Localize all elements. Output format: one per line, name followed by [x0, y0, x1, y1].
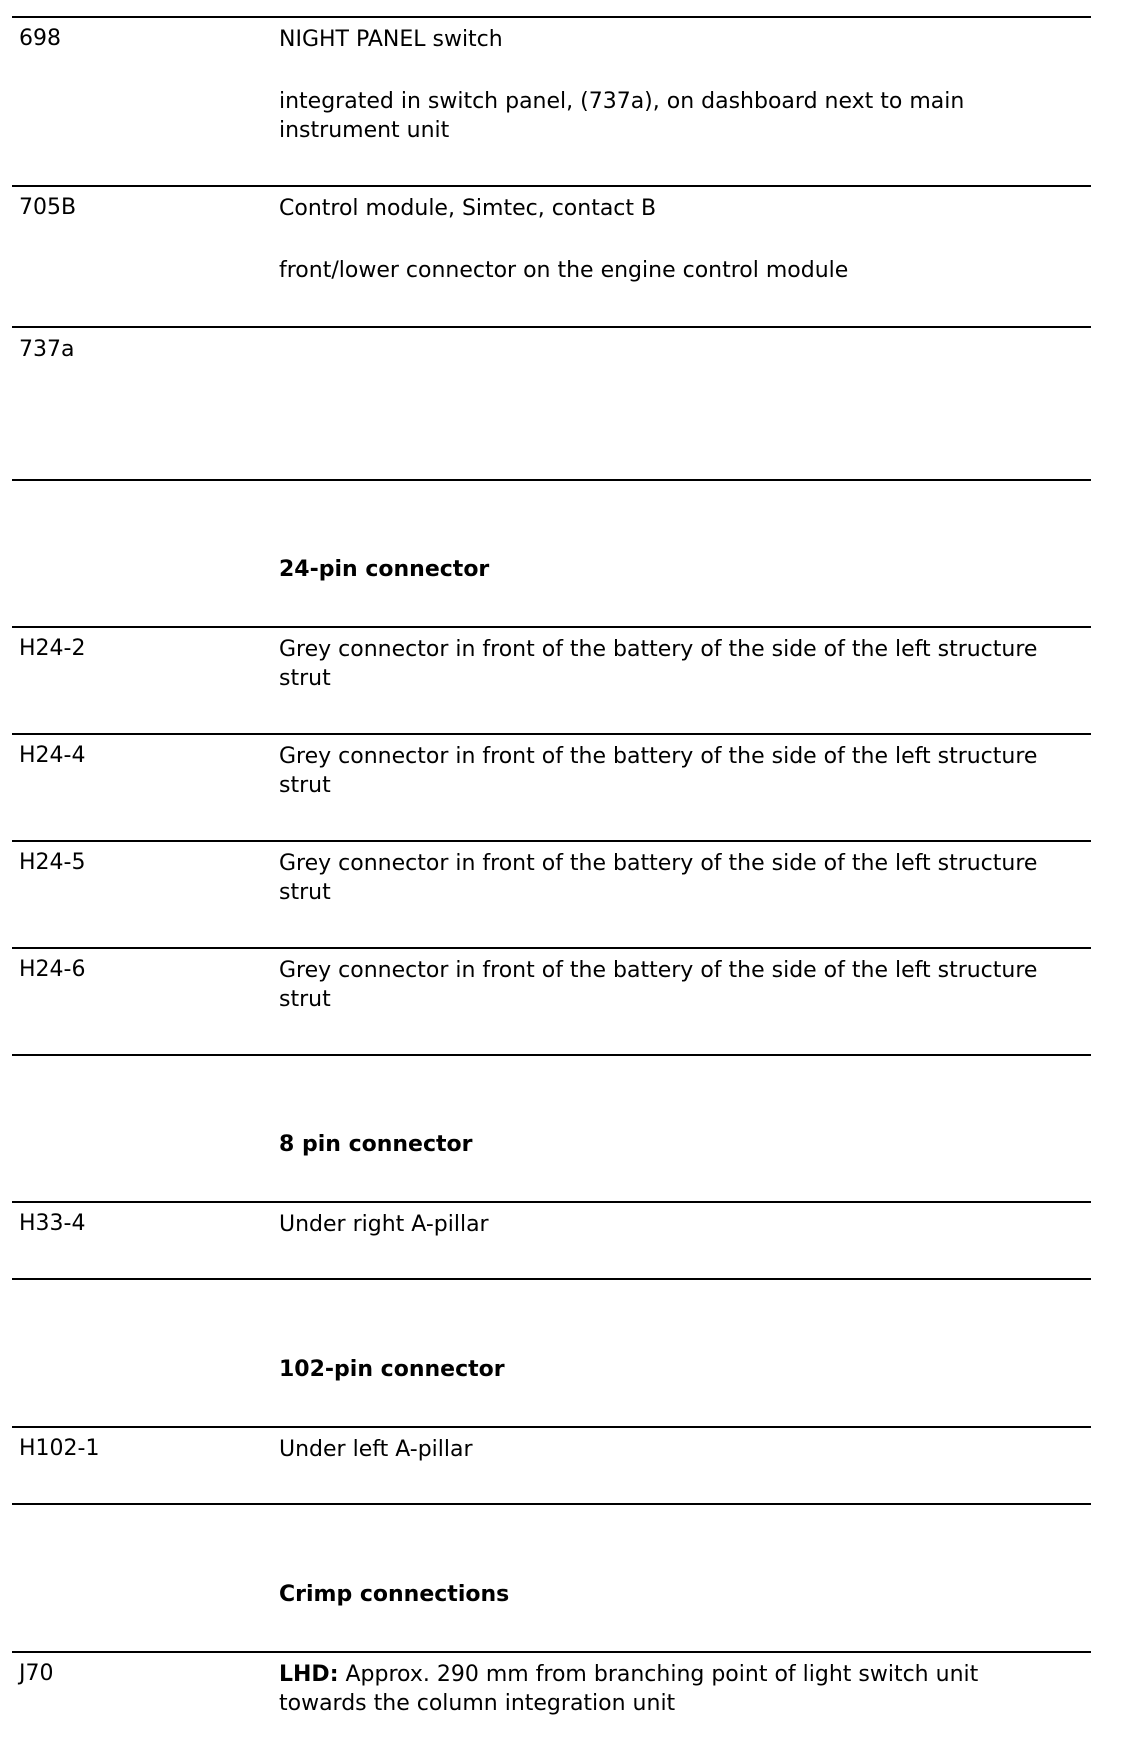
table-rule: [12, 185, 1091, 187]
table-rule: [12, 1651, 1091, 1653]
connector-code: H24-5: [19, 850, 86, 875]
table-rule: [12, 1278, 1091, 1280]
table-rule: [12, 1201, 1091, 1203]
section-heading: Crimp connections: [279, 1582, 510, 1607]
table-rule: [12, 733, 1091, 735]
connector-location: Grey connector in front of the battery of the side of the left structure strut: [279, 851, 1038, 905]
section-heading: 102-pin connector: [279, 1357, 505, 1382]
table-rule: [12, 1503, 1091, 1505]
connector-code: H102-1: [19, 1436, 100, 1461]
component-title: Control module, Simtec, contact B: [279, 196, 657, 221]
component-title: NIGHT PANEL switch: [279, 27, 503, 52]
table-rule: [12, 479, 1091, 481]
variant-label: LHD:: [279, 1662, 339, 1687]
crimp-code: J70: [19, 1661, 54, 1686]
connector-location: Under left A-pillar: [279, 1437, 473, 1462]
table-rule: [12, 1426, 1091, 1428]
connector-location: Grey connector in front of the battery of the side of the left structure strut: [279, 637, 1038, 691]
connector-location: Under right A-pillar: [279, 1212, 489, 1237]
component-code: 737a: [19, 337, 75, 362]
table-rule: [12, 1054, 1091, 1056]
section-heading: 24-pin connector: [279, 557, 490, 582]
crimp-location-text: Approx. 290 mm from branching point of light switch unit towards the column integration unit: [279, 1662, 979, 1716]
table-rule: [12, 326, 1091, 328]
table-rule: [12, 840, 1091, 842]
component-code: 705B: [19, 195, 77, 220]
connector-location: Grey connector in front of the battery of the side of the left structure strut: [279, 958, 1038, 1012]
table-rule: [12, 947, 1091, 949]
section-heading: 8 pin connector: [279, 1132, 473, 1157]
table-rule: [12, 16, 1091, 18]
connector-code: H24-6: [19, 957, 86, 982]
connector-code: H24-4: [19, 743, 86, 768]
table-rule: [12, 626, 1091, 628]
connector-code: H33-4: [19, 1211, 86, 1236]
connector-code: H24-2: [19, 636, 86, 661]
connector-location: Grey connector in front of the battery of the side of the left structure strut: [279, 744, 1038, 798]
crimp-location: [279, 1660, 1069, 1718]
component-code: 698: [19, 26, 61, 51]
component-location: front/lower connector on the engine control module: [279, 258, 849, 283]
component-location: integrated in switch panel, (737a), on dashboard next to main instrument unit: [279, 89, 965, 143]
